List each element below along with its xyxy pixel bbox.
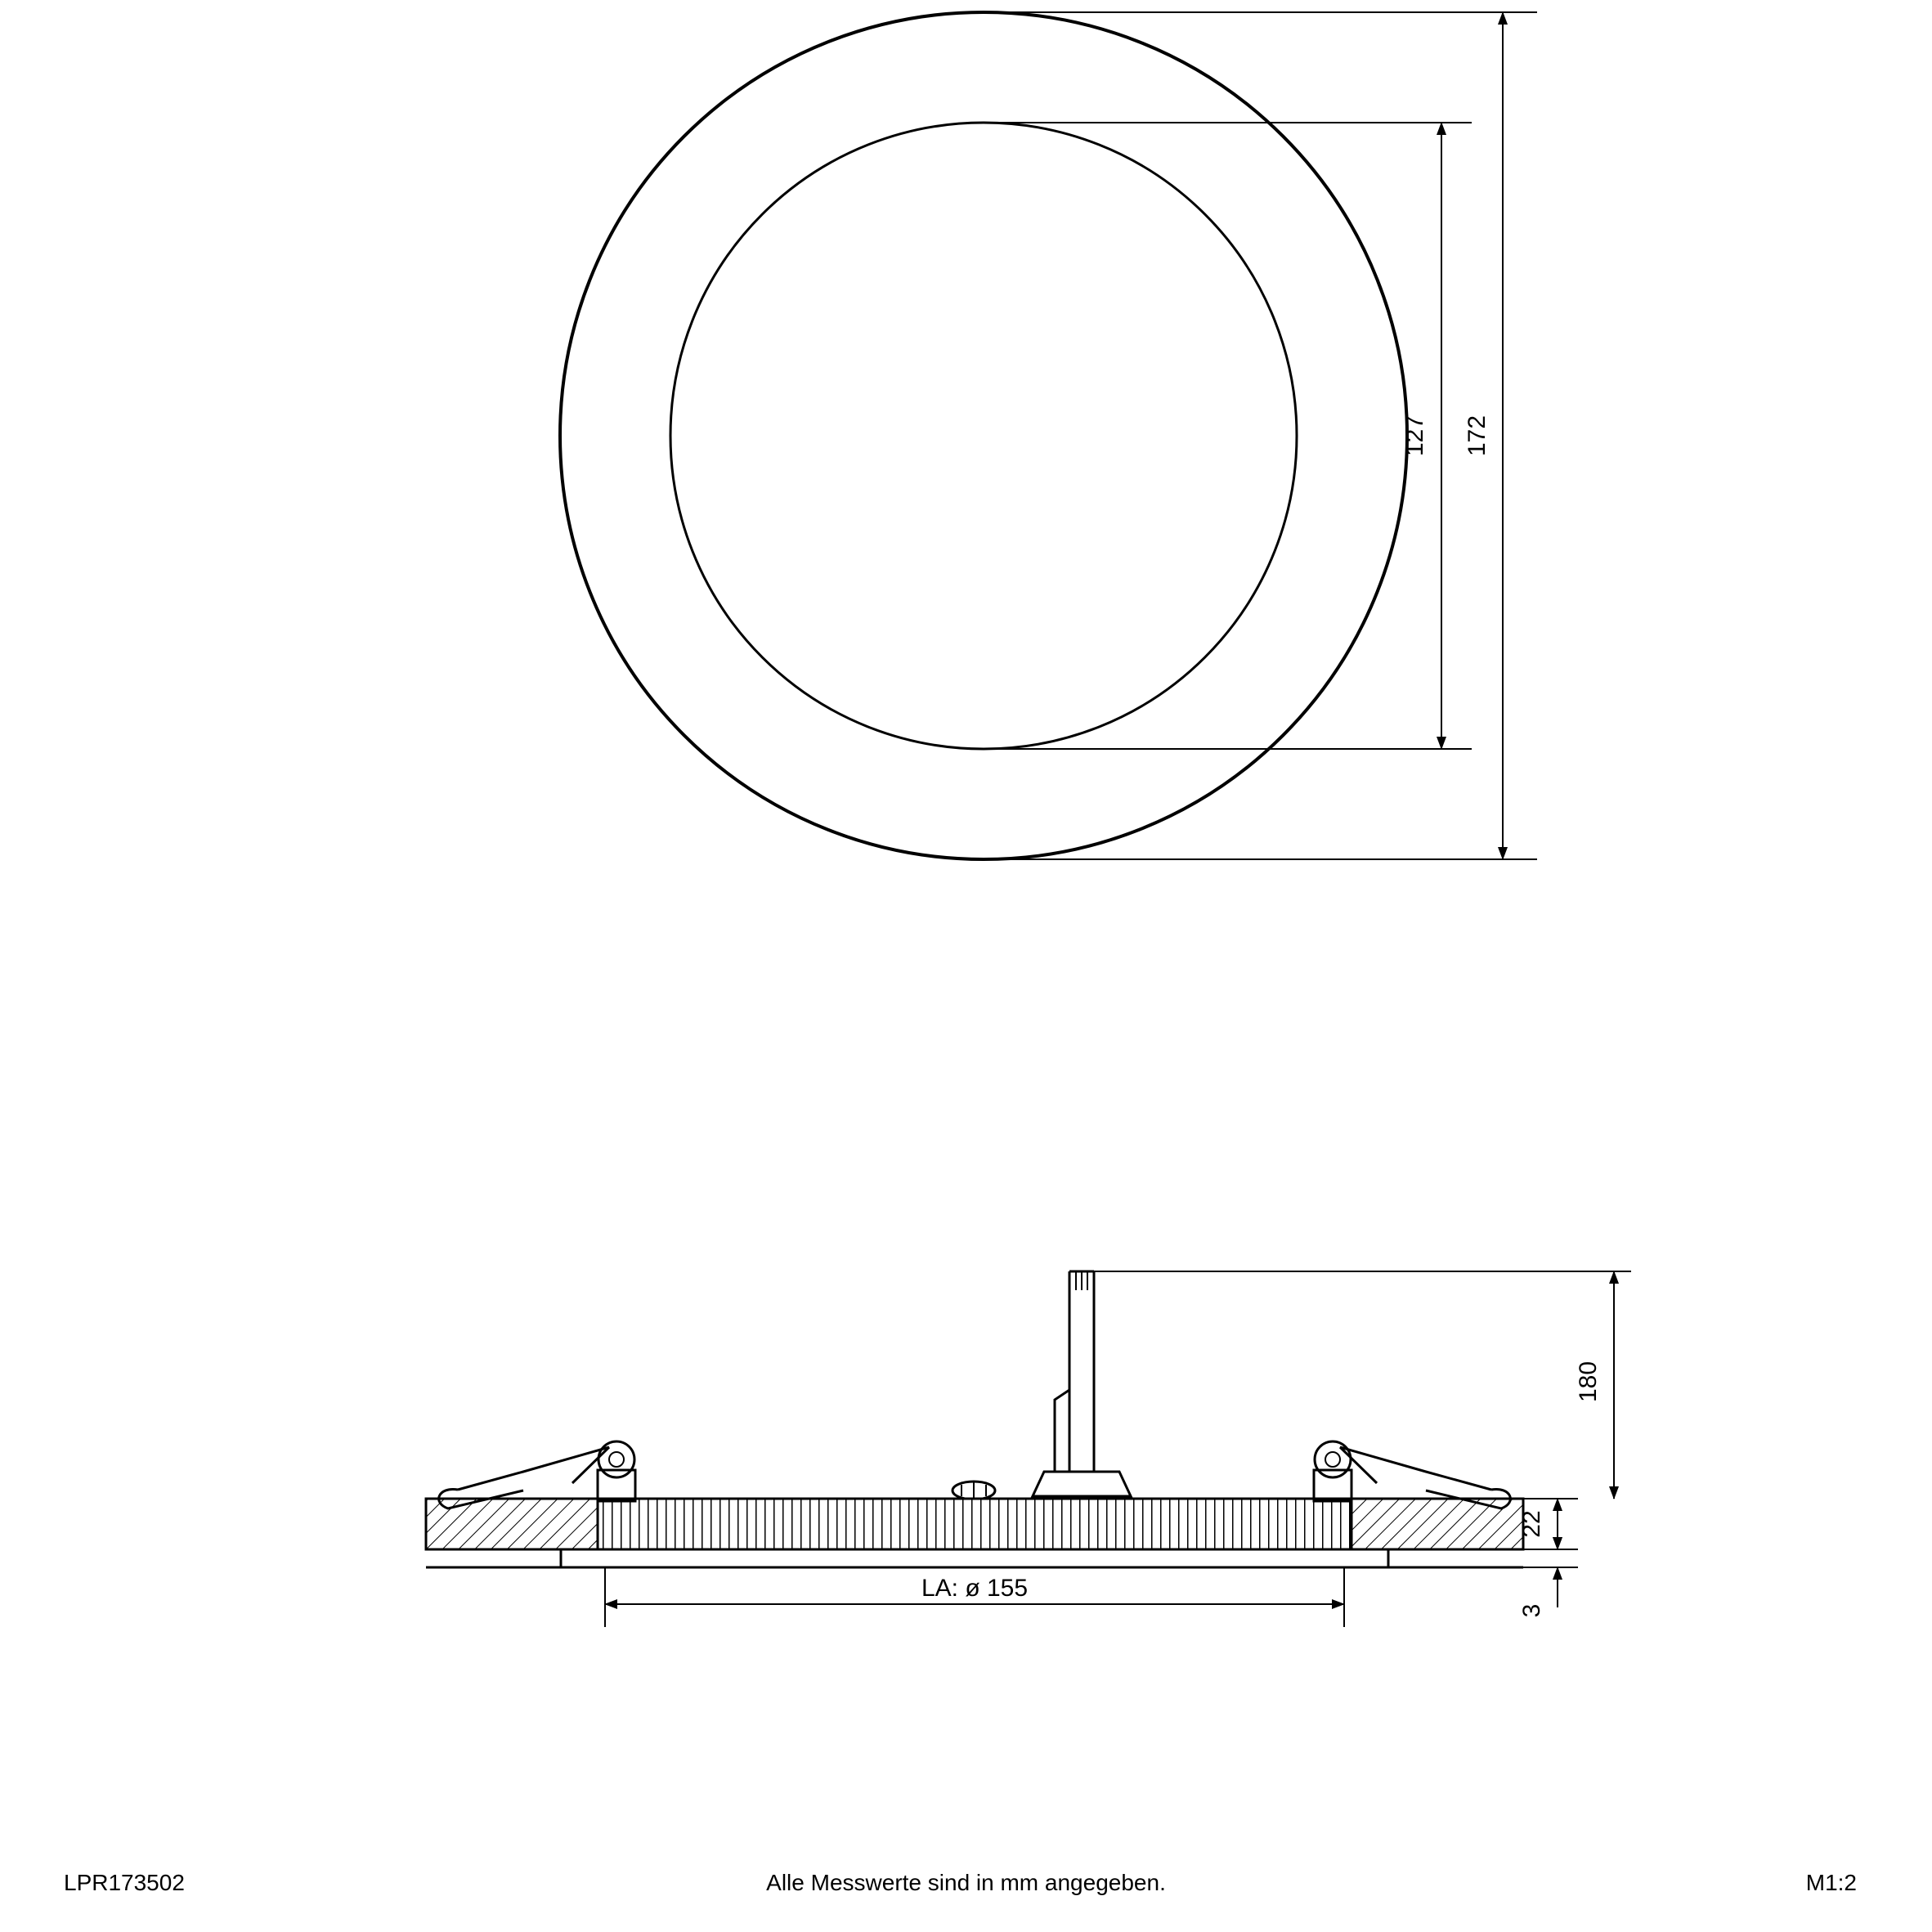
measurement-note: Alle Messwerte sind in mm angegeben. bbox=[766, 1870, 1166, 1895]
flange-right bbox=[1352, 1499, 1523, 1549]
section-view-group bbox=[426, 1271, 1631, 1627]
diffuser-plate bbox=[561, 1549, 1388, 1567]
inner-circle bbox=[670, 123, 1297, 749]
scale-label: M1:2 bbox=[1805, 1870, 1857, 1895]
flange-left bbox=[426, 1499, 598, 1549]
dimension-label-127: 127 bbox=[1401, 415, 1428, 457]
clip-right-bracket bbox=[1314, 1470, 1352, 1501]
clip-right-pivot bbox=[1315, 1441, 1351, 1477]
cable-strain-relief bbox=[1055, 1390, 1069, 1472]
dimension-label-22: 22 bbox=[1518, 1510, 1545, 1538]
driver-housing bbox=[1033, 1472, 1131, 1496]
dimension-label-la: LA: ø 155 bbox=[921, 1575, 1029, 1602]
dimension-label-3: 3 bbox=[1518, 1603, 1545, 1618]
dimension-label-180: 180 bbox=[1575, 1360, 1602, 1403]
clip-left-pivot-hole bbox=[609, 1452, 624, 1467]
dimension-label-172: 172 bbox=[1464, 415, 1490, 457]
clip-left-bracket bbox=[598, 1470, 635, 1501]
clip-right-pivot-hole bbox=[1325, 1452, 1340, 1467]
panel-body-ribbed bbox=[598, 1499, 1352, 1549]
article-number: LPR173502 bbox=[64, 1870, 185, 1895]
clip-left-pivot bbox=[598, 1441, 634, 1477]
top-view-group bbox=[560, 12, 1537, 859]
